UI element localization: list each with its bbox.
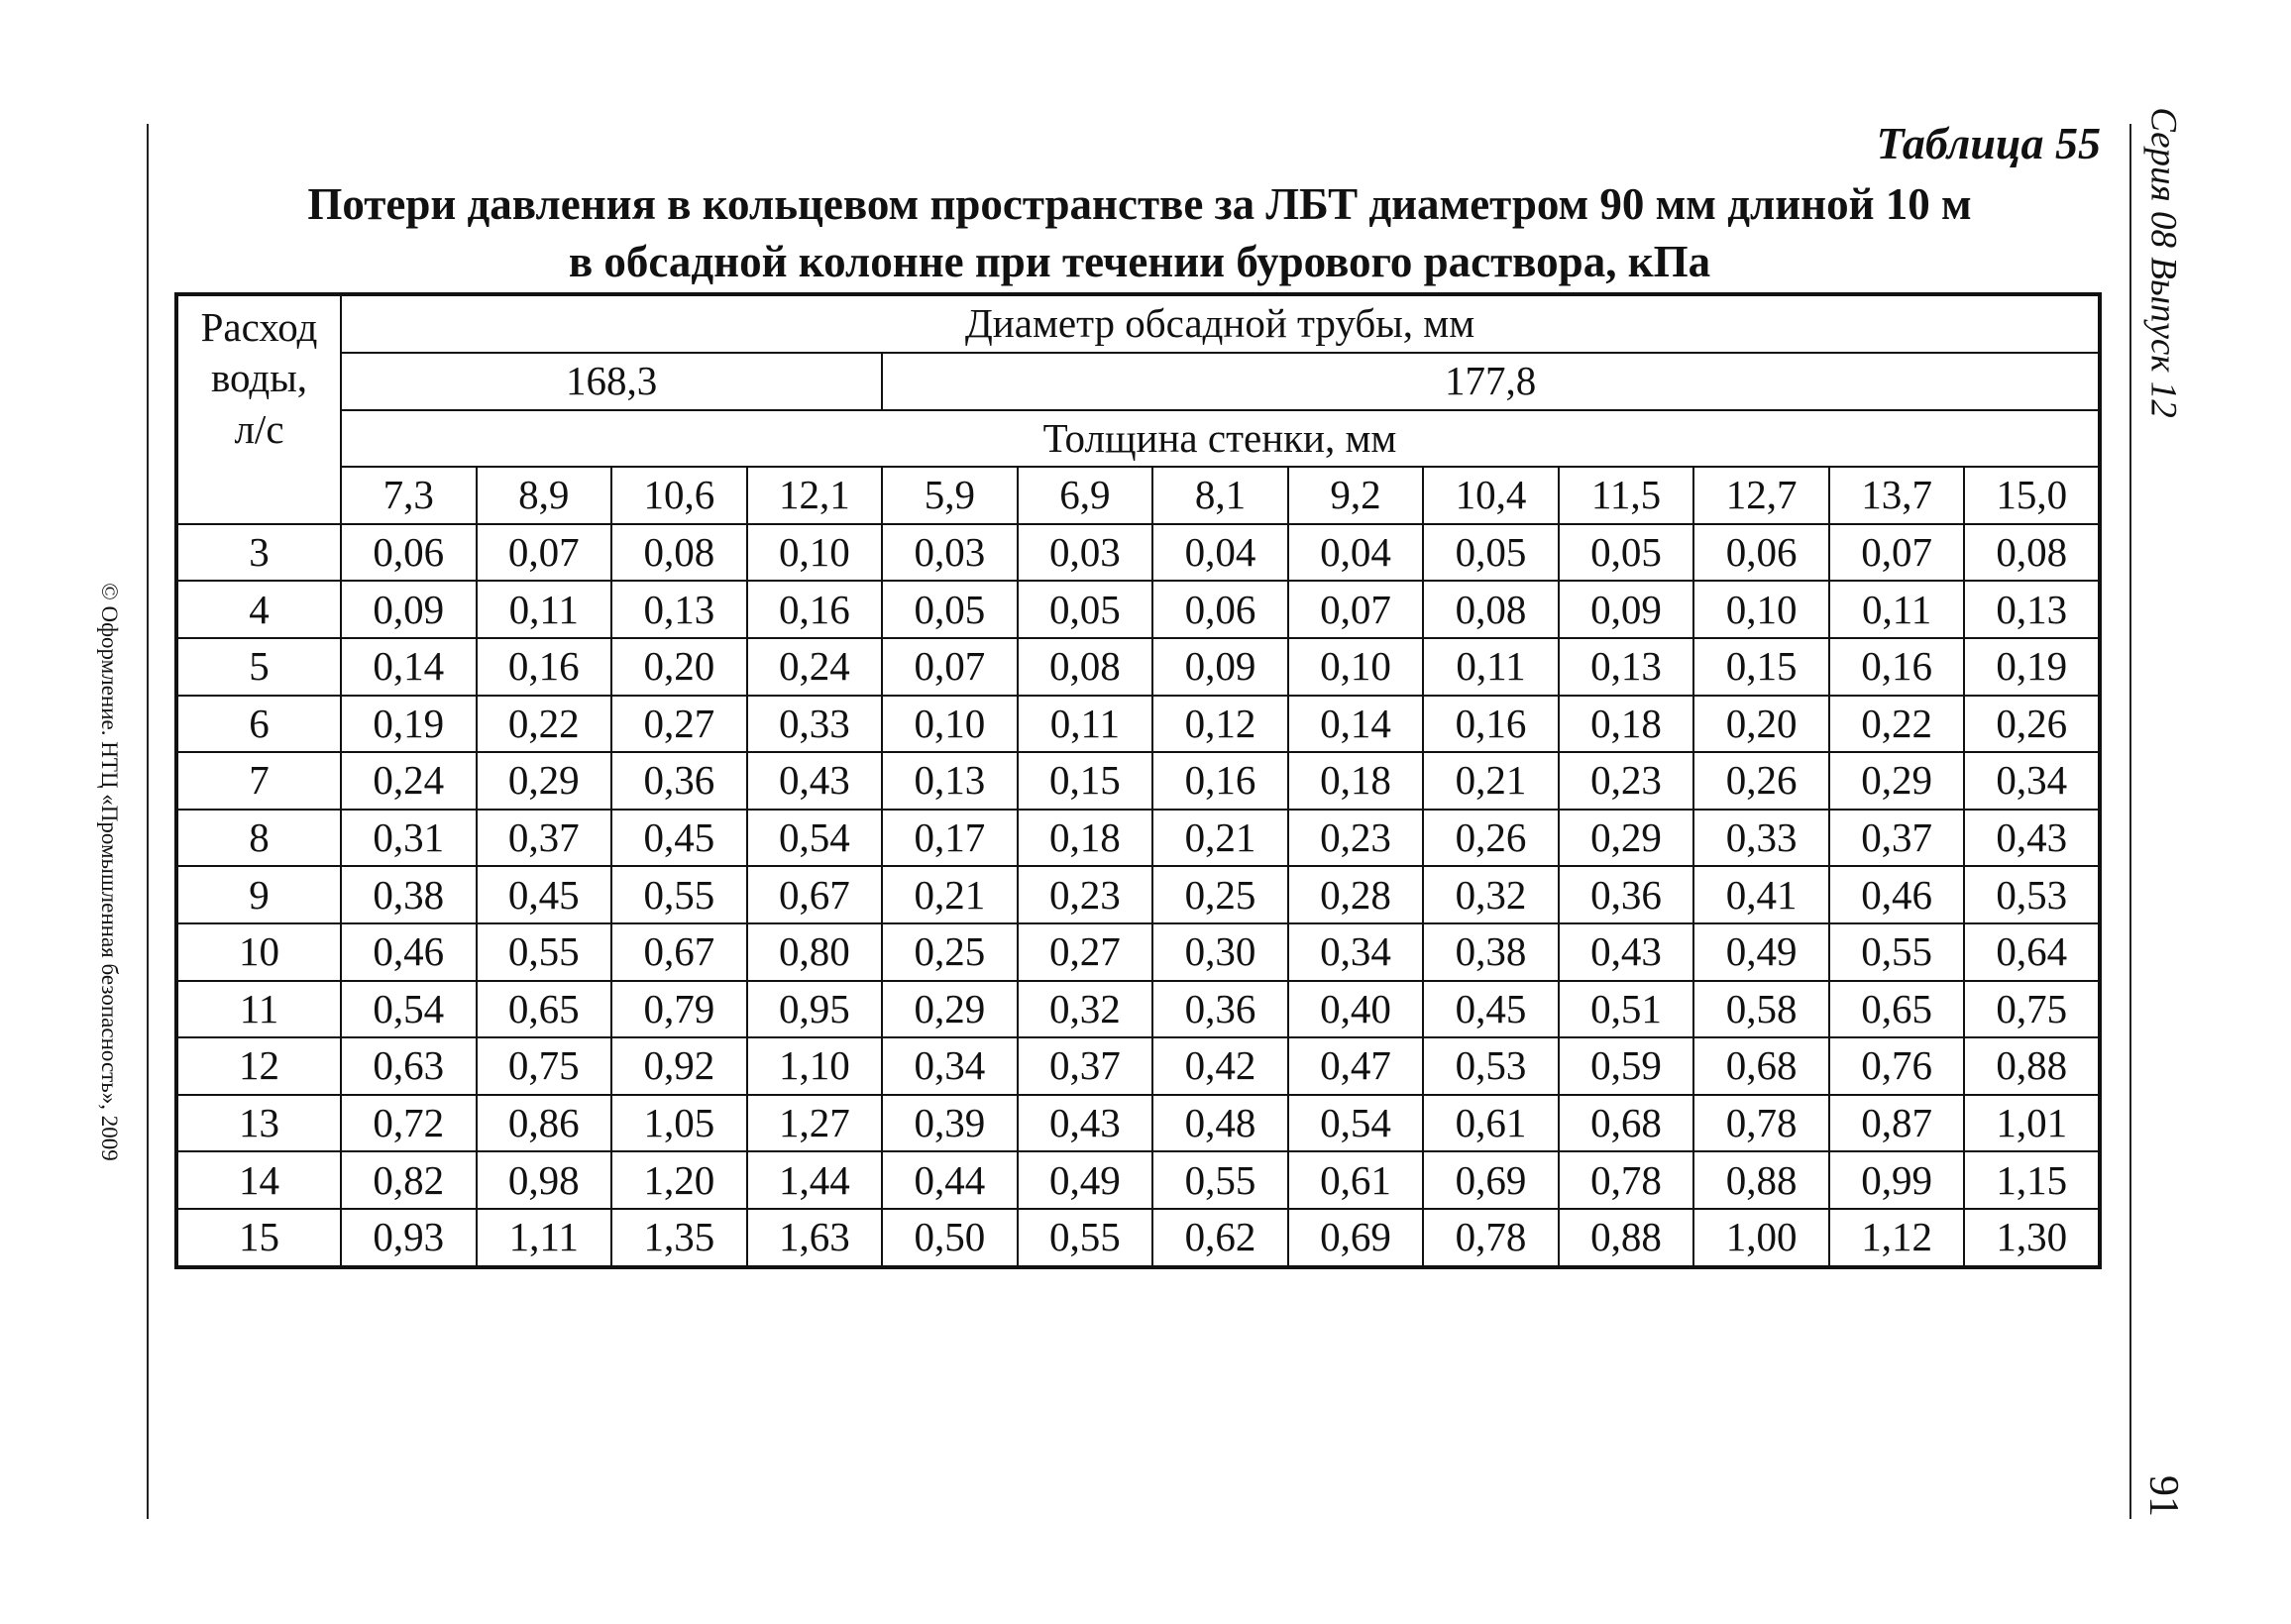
pressure-loss-cell: 0,21 — [1152, 810, 1288, 867]
thickness-header-cell: 5,9 — [882, 467, 1018, 524]
pressure-loss-cell: 0,59 — [1559, 1037, 1694, 1095]
pressure-loss-cell: 0,26 — [1423, 810, 1559, 867]
pressure-loss-cell: 0,23 — [1018, 866, 1153, 923]
pressure-loss-cell: 0,69 — [1423, 1151, 1559, 1209]
pressure-loss-cell: 0,43 — [1018, 1095, 1153, 1152]
pressure-loss-cell: 0,22 — [1829, 696, 1965, 753]
pressure-loss-cell: 0,62 — [1152, 1209, 1288, 1267]
pressure-loss-cell: 0,46 — [341, 923, 477, 981]
thickness-header-cell: 13,7 — [1829, 467, 1965, 524]
pressure-loss-cell: 0,29 — [1829, 752, 1965, 810]
flow-rate-cell: 7 — [176, 752, 341, 810]
pressure-loss-cell: 0,43 — [747, 752, 883, 810]
pressure-loss-cell: 0,13 — [1964, 581, 2100, 638]
thickness-header-cell: 8,1 — [1152, 467, 1288, 524]
header-row-thickness-values — [176, 467, 2100, 524]
flow-rate-cell: 15 — [176, 1209, 341, 1267]
flow-rate-cell: 6 — [176, 696, 341, 753]
pressure-loss-cell: 1,20 — [611, 1151, 747, 1209]
pressure-loss-cell: 0,95 — [747, 981, 883, 1038]
table-label: Таблица 55 — [1876, 118, 2101, 168]
pressure-loss-cell: 0,54 — [1288, 1095, 1424, 1152]
pressure-loss-cell: 0,67 — [611, 923, 747, 981]
pressure-loss-cell: 0,04 — [1288, 524, 1424, 582]
pressure-loss-cell: 0,68 — [1559, 1095, 1694, 1152]
pressure-loss-cell: 0,10 — [882, 696, 1018, 753]
pressure-loss-cell: 0,61 — [1423, 1095, 1559, 1152]
flow-rate-cell: 12 — [176, 1037, 341, 1095]
pressure-loss-cell: 0,21 — [882, 866, 1018, 923]
pressure-loss-cell: 0,18 — [1288, 752, 1424, 810]
pressure-loss-cell: 0,20 — [1693, 696, 1829, 753]
series-label: Серия 08 Выпуск 12 — [2142, 107, 2184, 418]
pressure-loss-cell: 0,27 — [1018, 923, 1153, 981]
table-row — [176, 1209, 2100, 1267]
header-row-wall — [176, 410, 2100, 468]
wall-thickness-header: Толщина стенки, мм — [341, 410, 2100, 468]
flow-header-line-2: воды, — [210, 355, 308, 401]
pressure-loss-cell: 0,45 — [611, 810, 747, 867]
table-row — [176, 981, 2100, 1038]
pressure-loss-cell: 0,11 — [1829, 581, 1965, 638]
pressure-loss-cell: 0,05 — [1423, 524, 1559, 582]
pressure-loss-cell: 0,10 — [1693, 581, 1829, 638]
pressure-loss-cell: 0,92 — [611, 1037, 747, 1095]
pressure-loss-cell: 0,16 — [747, 581, 883, 638]
pressure-loss-cell: 0,37 — [1829, 810, 1965, 867]
thickness-header-cell: 6,9 — [1018, 467, 1153, 524]
pressure-loss-cell: 0,40 — [1288, 981, 1424, 1038]
pressure-loss-cell: 0,36 — [1559, 866, 1694, 923]
pressure-loss-cell: 0,16 — [477, 638, 612, 696]
thickness-header-cell: 8,9 — [477, 467, 612, 524]
pressure-loss-cell: 1,63 — [747, 1209, 883, 1267]
header-row-diameter-values — [176, 353, 2100, 410]
pressure-loss-cell: 0,43 — [1559, 923, 1694, 981]
pressure-loss-cell: 0,33 — [1693, 810, 1829, 867]
copyright-note: © Оформление. НТЦ «Промышленная безопасность», 2009 — [97, 583, 122, 1161]
pressure-loss-cell: 0,51 — [1559, 981, 1694, 1038]
flow-rate-cell: 11 — [176, 981, 341, 1038]
pressure-loss-cell: 0,31 — [341, 810, 477, 867]
pressure-loss-cell: 0,55 — [477, 923, 612, 981]
pressure-loss-cell: 0,06 — [1152, 581, 1288, 638]
pressure-loss-cell: 1,30 — [1964, 1209, 2100, 1267]
table-row — [176, 1151, 2100, 1209]
pressure-loss-cell: 0,55 — [1152, 1151, 1288, 1209]
pressure-loss-cell: 0,25 — [1152, 866, 1288, 923]
pressure-loss-cell: 0,50 — [882, 1209, 1018, 1267]
left-margin-rule — [147, 124, 149, 1519]
pressure-loss-cell: 1,35 — [611, 1209, 747, 1267]
pressure-loss-cell: 0,41 — [1693, 866, 1829, 923]
table-title-line-2: в обсадной колонне при течении бурового раствора, кПа — [568, 237, 1711, 286]
pressure-loss-cell: 0,48 — [1152, 1095, 1288, 1152]
pressure-loss-cell: 0,14 — [1288, 696, 1424, 753]
diameter-177-header: 177,8 — [882, 353, 2100, 410]
pressure-loss-cell: 0,49 — [1693, 923, 1829, 981]
flow-rate-cell: 3 — [176, 524, 341, 582]
flow-header-line-1: Расход — [200, 304, 318, 350]
pressure-loss-cell: 0,03 — [1018, 524, 1153, 582]
pressure-loss-cell: 0,78 — [1559, 1151, 1694, 1209]
pressure-loss-cell: 0,26 — [1964, 696, 2100, 753]
thickness-header-cell: 10,6 — [611, 467, 747, 524]
pressure-loss-cell: 0,54 — [341, 981, 477, 1038]
flow-header-line-3: л/с — [234, 405, 284, 452]
pressure-loss-cell: 0,15 — [1693, 638, 1829, 696]
pressure-loss-table — [174, 292, 2102, 1269]
pressure-loss-cell: 0,24 — [747, 638, 883, 696]
pressure-loss-cell: 0,07 — [477, 524, 612, 582]
pressure-loss-cell: 0,54 — [747, 810, 883, 867]
pressure-loss-cell: 0,45 — [1423, 981, 1559, 1038]
pressure-loss-cell: 0,42 — [1152, 1037, 1288, 1095]
pressure-loss-cell: 0,29 — [1559, 810, 1694, 867]
pressure-loss-cell: 0,32 — [1018, 981, 1153, 1038]
pressure-loss-cell: 0,32 — [1423, 866, 1559, 923]
pressure-loss-cell: 0,11 — [1018, 696, 1153, 753]
pressure-loss-cell: 0,27 — [611, 696, 747, 753]
pressure-loss-cell: 0,39 — [882, 1095, 1018, 1152]
pressure-loss-cell: 0,04 — [1152, 524, 1288, 582]
pressure-loss-cell: 0,36 — [611, 752, 747, 810]
thickness-header-cell: 7,3 — [341, 467, 477, 524]
pressure-loss-cell: 0,45 — [477, 866, 612, 923]
pressure-loss-cell: 0,67 — [747, 866, 883, 923]
pressure-loss-cell: 0,34 — [1964, 752, 2100, 810]
pressure-loss-cell: 0,29 — [882, 981, 1018, 1038]
flow-rate-cell: 13 — [176, 1095, 341, 1152]
pressure-loss-cell: 0,37 — [477, 810, 612, 867]
pressure-loss-cell: 0,18 — [1559, 696, 1694, 753]
page-number: 91 — [2140, 1475, 2186, 1517]
pressure-loss-cell: 0,15 — [1018, 752, 1153, 810]
pressure-loss-cell: 0,05 — [882, 581, 1018, 638]
pressure-loss-cell: 0,80 — [747, 923, 883, 981]
pressure-loss-cell: 0,75 — [1964, 981, 2100, 1038]
pressure-loss-cell: 0,07 — [1829, 524, 1965, 582]
pressure-loss-cell: 0,16 — [1423, 696, 1559, 753]
table-title-line-1: Потери давления в кольцевом пространстве за ЛБТ диаметром 90 мм длиной 10 м — [307, 179, 1972, 229]
pressure-loss-cell: 0,53 — [1964, 866, 2100, 923]
pressure-loss-cell: 0,43 — [1964, 810, 2100, 867]
casing-diameter-header: Диаметр обсадной трубы, мм — [341, 294, 2100, 353]
pressure-loss-cell: 0,34 — [882, 1037, 1018, 1095]
header-row-diameter — [176, 294, 2100, 353]
pressure-loss-cell: 0,88 — [1559, 1209, 1694, 1267]
pressure-loss-cell: 0,46 — [1829, 866, 1965, 923]
right-margin-rule — [2129, 124, 2131, 1519]
pressure-loss-cell: 0,33 — [747, 696, 883, 753]
pressure-loss-cell: 0,36 — [1152, 981, 1288, 1038]
pressure-loss-cell: 0,79 — [611, 981, 747, 1038]
pressure-loss-cell: 1,15 — [1964, 1151, 2100, 1209]
pressure-loss-cell: 0,19 — [1964, 638, 2100, 696]
pressure-loss-cell: 1,00 — [1693, 1209, 1829, 1267]
pressure-loss-cell: 0,69 — [1288, 1209, 1424, 1267]
pressure-loss-cell: 1,44 — [747, 1151, 883, 1209]
pressure-loss-cell: 0,11 — [1423, 638, 1559, 696]
pressure-loss-cell: 0,78 — [1693, 1095, 1829, 1152]
pressure-loss-cell: 0,03 — [882, 524, 1018, 582]
pressure-loss-cell: 0,61 — [1288, 1151, 1424, 1209]
pressure-loss-cell: 0,63 — [341, 1037, 477, 1095]
pressure-loss-cell: 0,55 — [1018, 1209, 1153, 1267]
pressure-loss-cell: 0,87 — [1829, 1095, 1965, 1152]
pressure-loss-cell: 0,09 — [1559, 581, 1694, 638]
pressure-loss-cell: 1,12 — [1829, 1209, 1965, 1267]
pressure-loss-cell: 0,08 — [1018, 638, 1153, 696]
pressure-loss-cell: 0,65 — [477, 981, 612, 1038]
pressure-loss-cell: 0,34 — [1288, 923, 1424, 981]
pressure-loss-cell: 0,99 — [1829, 1151, 1965, 1209]
pressure-loss-cell: 0,76 — [1829, 1037, 1965, 1095]
pressure-loss-cell: 0,78 — [1423, 1209, 1559, 1267]
pressure-loss-cell: 0,37 — [1018, 1037, 1153, 1095]
flow-rate-cell: 4 — [176, 581, 341, 638]
pressure-loss-cell: 0,88 — [1693, 1151, 1829, 1209]
pressure-loss-cell: 0,38 — [341, 866, 477, 923]
pressure-loss-cell: 0,30 — [1152, 923, 1288, 981]
pressure-loss-cell: 1,05 — [611, 1095, 747, 1152]
diameter-168-header: 168,3 — [341, 353, 882, 410]
thickness-header-cell: 11,5 — [1559, 467, 1694, 524]
thickness-header-cell: 12,7 — [1693, 467, 1829, 524]
pressure-loss-cell: 0,47 — [1288, 1037, 1424, 1095]
pressure-loss-cell: 0,05 — [1018, 581, 1153, 638]
pressure-loss-cell: 0,13 — [882, 752, 1018, 810]
pressure-loss-cell: 0,64 — [1964, 923, 2100, 981]
thickness-header-cell: 15,0 — [1964, 467, 2100, 524]
pressure-loss-cell: 0,10 — [1288, 638, 1424, 696]
pressure-loss-cell: 0,68 — [1693, 1037, 1829, 1095]
table-row — [176, 810, 2100, 867]
pressure-loss-cell: 0,05 — [1559, 524, 1694, 582]
pressure-loss-cell: 0,19 — [341, 696, 477, 753]
flow-header-cell — [176, 294, 341, 524]
flow-rate-cell: 10 — [176, 923, 341, 981]
table-row — [176, 524, 2100, 582]
pressure-loss-cell: 0,53 — [1423, 1037, 1559, 1095]
pressure-loss-cell: 0,10 — [747, 524, 883, 582]
pressure-loss-cell: 0,28 — [1288, 866, 1424, 923]
pressure-loss-cell: 0,82 — [341, 1151, 477, 1209]
pressure-loss-cell: 0,16 — [1152, 752, 1288, 810]
pressure-loss-cell: 0,58 — [1693, 981, 1829, 1038]
pressure-loss-cell: 0,09 — [341, 581, 477, 638]
pressure-loss-cell: 0,65 — [1829, 981, 1965, 1038]
pressure-loss-cell: 0,08 — [611, 524, 747, 582]
pressure-loss-cell: 0,08 — [1423, 581, 1559, 638]
pressure-loss-cell: 0,09 — [1152, 638, 1288, 696]
pressure-loss-cell: 1,27 — [747, 1095, 883, 1152]
pressure-loss-cell: 0,13 — [1559, 638, 1694, 696]
pressure-loss-cell: 0,08 — [1964, 524, 2100, 582]
thickness-header-cell: 10,4 — [1423, 467, 1559, 524]
flow-rate-cell: 5 — [176, 638, 341, 696]
thickness-header-cell: 9,2 — [1288, 467, 1424, 524]
pressure-loss-cell: 1,01 — [1964, 1095, 2100, 1152]
flow-rate-cell: 14 — [176, 1151, 341, 1209]
pressure-loss-cell: 0,18 — [1018, 810, 1153, 867]
table-row — [176, 638, 2100, 696]
pressure-loss-cell: 0,26 — [1693, 752, 1829, 810]
pressure-loss-cell: 0,17 — [882, 810, 1018, 867]
pressure-loss-cell: 0,07 — [1288, 581, 1424, 638]
flow-rate-cell: 9 — [176, 866, 341, 923]
pressure-loss-cell: 1,11 — [477, 1209, 612, 1267]
pressure-loss-cell: 0,20 — [611, 638, 747, 696]
pressure-loss-cell: 0,23 — [1288, 810, 1424, 867]
pressure-loss-cell: 1,10 — [747, 1037, 883, 1095]
table-row — [176, 866, 2100, 923]
pressure-loss-cell: 0,16 — [1829, 638, 1965, 696]
pressure-loss-cell: 0,29 — [477, 752, 612, 810]
pressure-loss-cell: 0,38 — [1423, 923, 1559, 981]
table-row — [176, 581, 2100, 638]
pressure-loss-cell: 0,72 — [341, 1095, 477, 1152]
pressure-loss-cell: 0,14 — [341, 638, 477, 696]
pressure-loss-cell: 0,88 — [1964, 1037, 2100, 1095]
pressure-loss-cell: 0,21 — [1423, 752, 1559, 810]
pressure-loss-cell: 0,07 — [882, 638, 1018, 696]
table-row — [176, 696, 2100, 753]
table-row — [176, 752, 2100, 810]
pressure-loss-cell: 0,23 — [1559, 752, 1694, 810]
pressure-loss-cell: 0,49 — [1018, 1151, 1153, 1209]
flow-rate-cell: 8 — [176, 810, 341, 867]
pressure-loss-cell: 0,13 — [611, 581, 747, 638]
pressure-loss-cell: 0,06 — [341, 524, 477, 582]
pressure-loss-cell: 0,93 — [341, 1209, 477, 1267]
table-row — [176, 1037, 2100, 1095]
table-row — [176, 1095, 2100, 1152]
pressure-loss-cell: 0,55 — [1829, 923, 1965, 981]
pressure-loss-cell: 0,25 — [882, 923, 1018, 981]
pressure-loss-cell: 0,06 — [1693, 524, 1829, 582]
pressure-loss-cell: 0,11 — [477, 581, 612, 638]
pressure-loss-cell: 0,86 — [477, 1095, 612, 1152]
pressure-loss-cell: 0,44 — [882, 1151, 1018, 1209]
table-row — [176, 923, 2100, 981]
pressure-loss-cell: 0,22 — [477, 696, 612, 753]
pressure-loss-cell: 0,55 — [611, 866, 747, 923]
pressure-loss-cell: 0,75 — [477, 1037, 612, 1095]
pressure-loss-cell: 0,12 — [1152, 696, 1288, 753]
pressure-loss-cell: 0,24 — [341, 752, 477, 810]
thickness-header-cell: 12,1 — [747, 467, 883, 524]
pressure-loss-cell: 0,98 — [477, 1151, 612, 1209]
